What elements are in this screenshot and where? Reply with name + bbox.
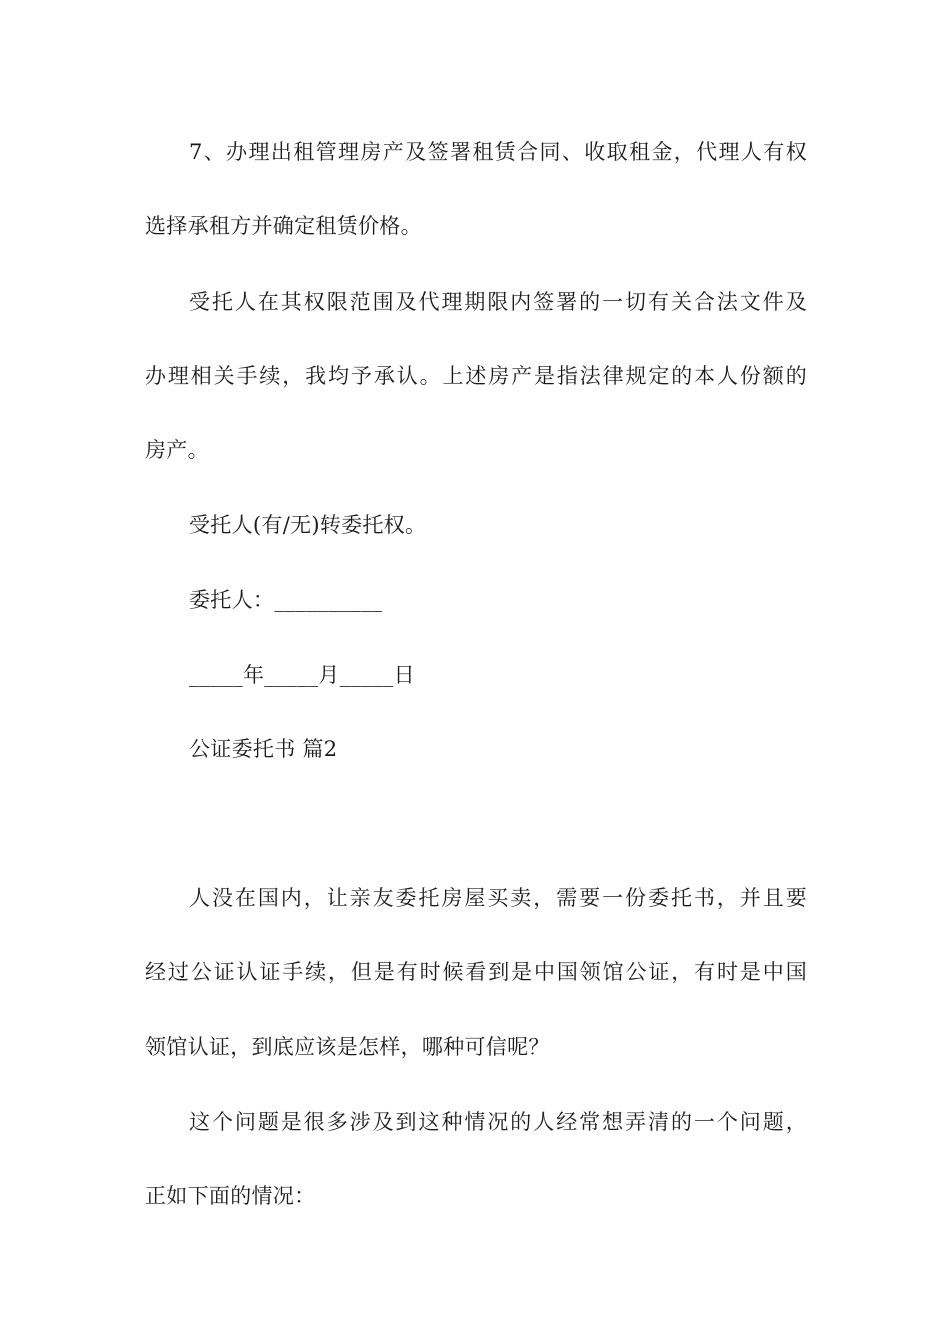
paragraph-6-line-2: 经过公证认证手续，但是有时候看到是中国领馆公证，有时是中国 <box>145 960 807 984</box>
paragraph-7-line-2: 正如下面的情况： <box>145 1184 316 1208</box>
paragraph-2-line-2: 办理相关手续，我均予承认。上述房产是指法律规定的本人份额的 <box>145 364 807 388</box>
paragraph-6-line-1: 人没在国内，让亲友委托房屋买卖，需要一份委托书，并且要 <box>189 886 807 910</box>
date-line: _____年_____月_____日 <box>189 663 415 687</box>
paragraph-3-line-1: 受托人(有/无)转委托权。 <box>189 513 427 537</box>
paragraph-2-line-3: 房产。 <box>145 438 209 462</box>
paragraph-2-line-1: 受托人在其权限范围及代理期限内签署的一切有关合法文件及 <box>189 290 807 314</box>
paragraph-6-line-3: 领馆认证，到底应该是怎样，哪种可信呢？ <box>145 1035 550 1059</box>
section-heading: 公证委托书 篇2 <box>189 737 338 761</box>
paragraph-1-line-1: 7、办理出租管理房产及签署租赁合同、收取租金，代理人有权 <box>189 140 807 164</box>
principal-signature-line: 委托人：__________ <box>189 588 383 612</box>
paragraph-7-line-1: 这个问题是很多涉及到这种情况的人经常想弄清的一个问题， <box>189 1110 807 1134</box>
paragraph-1-line-2: 选择承租方并确定租赁价格。 <box>145 214 422 238</box>
